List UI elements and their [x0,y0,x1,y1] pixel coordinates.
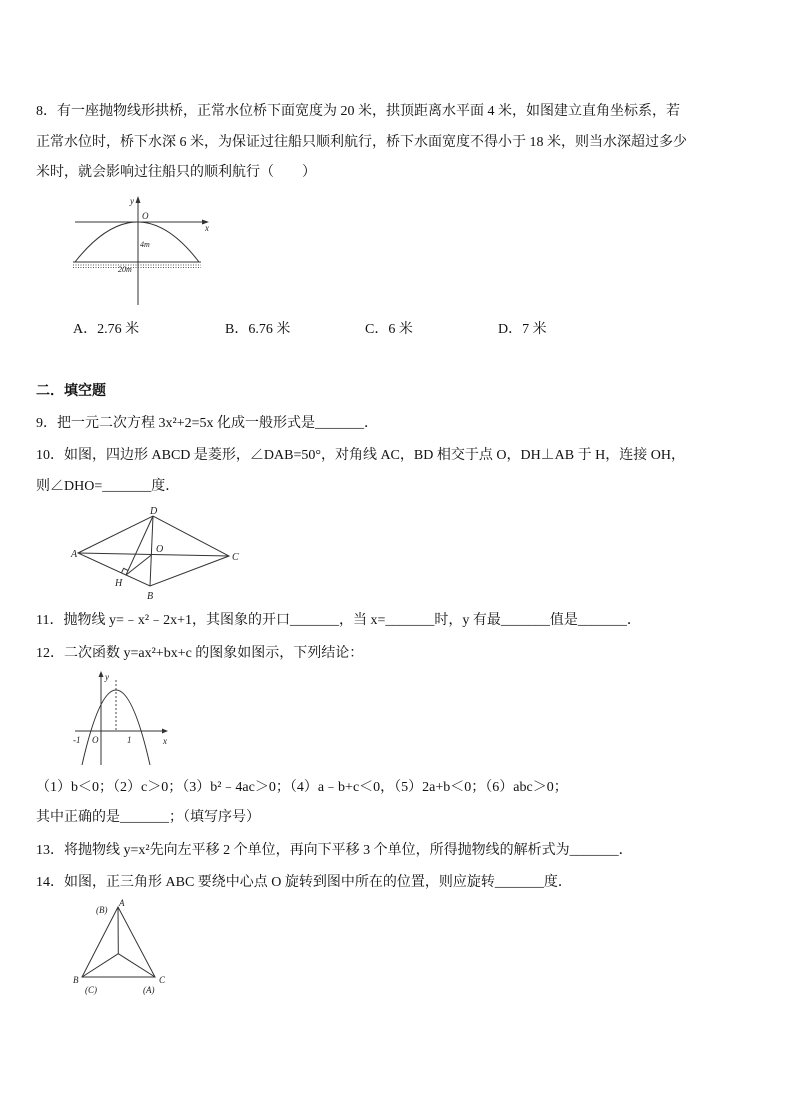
segment-oh [126,555,151,575]
segment-dh [126,516,153,575]
y-axis-label: y [105,672,109,682]
q10-line-2: 则∠DHO=_______度． [36,479,180,494]
q8-option-b: B．6.76 米 [225,322,291,337]
label-d: D [150,506,158,517]
q14-triangle-figure [68,898,173,998]
q8-line-2: 正常水位时，桥下水深 6 米，为保证过往船只顺利航行，桥下水面宽度不得小于 18 米，则当水深超过多少 [36,135,687,150]
y-axis-label: y [130,196,134,206]
diagonal-bd [150,516,153,586]
segment-oc [118,954,155,977]
q8-bridge-figure [68,192,218,310]
label-c: C [159,975,166,985]
q8-option-c: C．6 米 [365,322,413,337]
origin-label: O [142,211,149,221]
label-b-new: (C) [85,985,97,995]
span-label: 20m [118,265,132,274]
label-h: H [115,578,123,589]
q8-line-3: 米时，就会影响过往船只的顺利航行（ ） [36,165,316,180]
arch-parabola [75,222,199,262]
label-a-new: (B) [96,905,108,915]
x-axis-arrow-icon [162,729,168,734]
rhombus-abcd [78,516,229,586]
q14-text: 14．如图，正三角形 ABC 要绕中心点 O 旋转到图中所在的位置，则应旋转_______度． [36,875,572,890]
q12-text: 12．二次函数 y=ax²+bx+c 的图象如图示，下列结论： [36,646,364,661]
q10-line-1: 10．如图，四边形 ABCD 是菱形，∠DAB=50°，对角线 AC，BD 相交于点 O，DH⊥AB 于 H，连接 OH， [36,448,685,463]
y-axis-arrow-icon [99,671,104,677]
origin-label: O [92,735,99,745]
section-title: 二．填空题 [36,384,106,399]
y-axis-arrow-icon [136,196,141,203]
q9-text: 9．把一元二次方程 3x²+2=5x 化成一般形式是_______． [36,416,378,431]
label-a: A [119,898,125,908]
q10-rhombus-figure [68,505,243,605]
q12-statements: （1）b＜0；（2）c＞0；（3）b²﹣4ac＞0；（4）a﹣b+c＜0，（5）2a+b＜0；（6）abc＞0； [36,780,568,795]
q8-line-1: 8．有一座抛物线形拱桥，正常水位桥下面宽度为 20 米，拱顶距离水平面 4 米，如图建立直角坐标系，若 [36,104,680,119]
x-axis-label: x [163,736,167,746]
q8-option-d: D．7 米 [498,322,547,337]
q8-option-a: A．2.76 米 [73,322,140,337]
label-c-new: (A) [143,985,155,995]
diagonal-ac [78,553,229,556]
x-axis-label: x [205,223,209,233]
q11-text: 11．抛物线 y=﹣x²﹣2x+1，其图象的开口_______，当 x=_______时，y 有最_______值是_______． [36,613,641,628]
q12-answer-line: 其中正确的是_______；（填写序号） [36,810,260,825]
tick-one: 1 [127,735,132,745]
label-o: O [156,544,164,555]
height-label: 4m [140,240,150,249]
q13-text: 13．将抛物线 y=x²先向左平移 2 个单位，再向下平移 3 个单位，所得抛物线的解析式为_______． [36,843,633,858]
label-b: B [147,591,154,602]
label-c: C [232,552,239,563]
label-b: B [73,975,79,985]
q12-parabola-figure [68,668,173,768]
tick-neg-one: -1 [73,735,81,745]
label-a: A [71,549,78,560]
